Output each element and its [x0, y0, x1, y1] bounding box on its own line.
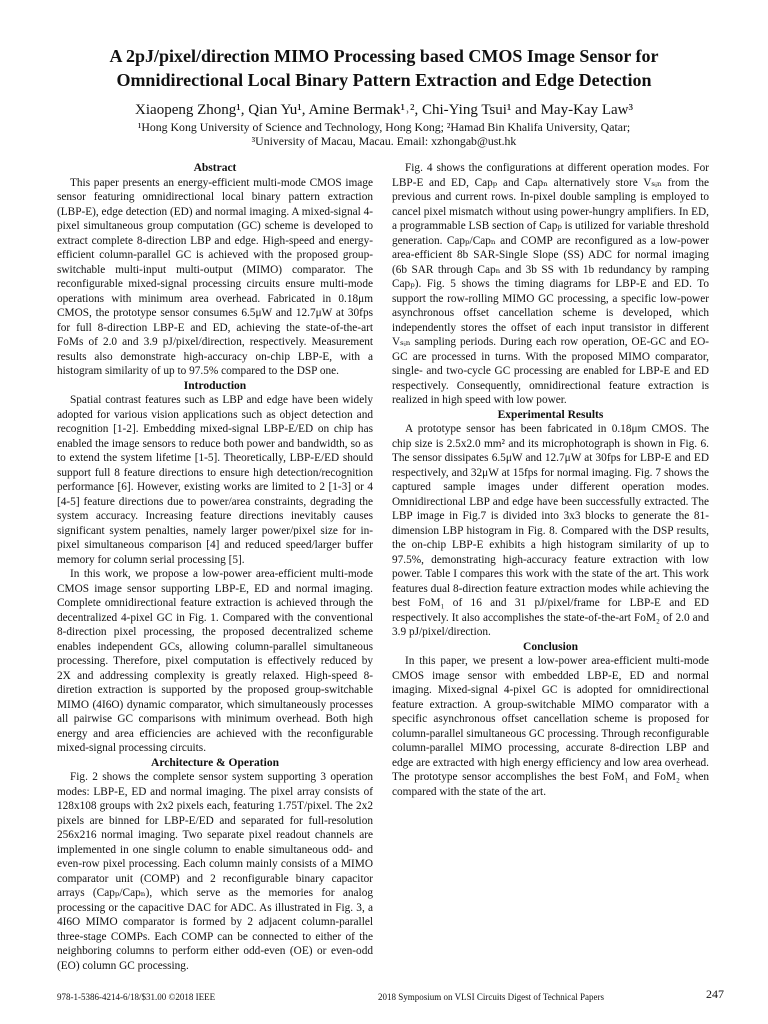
page-number: 247: [706, 987, 724, 1001]
footer-venue: 2018 Symposium on VLSI Circuits Digest of Technical Papers: [378, 992, 605, 1002]
conclusion-paragraph: In this paper, we present a low-power area-efficient multi-mode CMOS image sensor with embedded LBP-E, ED and normal imaging. Mixed-signal 4-pixel GC is adopted for omnidirectional feature extraction. A group-switchable MIMO comparator with a specific asynchronous offset cancellation scheme is proposed for column-parallel simultaneous GC processing. Through reconfigurable column-parallel MIMO processing, accurate 8-direction LBP and edge are extracted with high energy efficiency and low area overhead. The prototype sensor accomplishes the best FoM₁ and FoM₂ when compared with the state of the art.: [392, 655, 709, 798]
right-column: [392, 161, 709, 799]
paper-title-line-1: A 2pJ/pixel/direction MIMO Processing based CMOS Image Sensor for: [109, 46, 659, 66]
affiliation-line-2: ³University of Macau, Macau. Email: xzhongab@ust.hk: [251, 134, 517, 148]
architecture-paragraph-1: Fig. 2 shows the complete sensor system supporting 3 operation modes: LBP-E, ED and normal imaging. The pixel array consists of 128x108 groups with 2x2 pixels each, featuring 1.75T/pixel. The 2x2 pixels are binned for LBP-E/ED and separated for full-resolution 256x216 normal imaging. Two separate pixel readout channels are implemented in one single column to enable simultaneous odd- and even-row pixel processing. Each column mainly consists of a MIMO comparator unit (COMP) and 2 reconfigurable binary capacitor arrays (Capₚ/Capₙ), which serve as the memories for analog processing or the capacitive DAC for ADC. As illustrated in Fig. 3, a 4I6O MIMO comparator is formed by 2 adjacent column-parallel three-stage COMPs. Each COMP can be connected to either of the neighboring columns to perform either odd-even (OE) or even-odd (EO) column GC processing.: [57, 771, 373, 972]
affiliation-line-1: ¹Hong Kong University of Science and Technology, Hong Kong; ²Hamad Bin Khalifa University, Qatar;: [137, 120, 631, 134]
paper-title-line-2: Omnidirectional Local Binary Pattern Extraction and Edge Detection: [116, 70, 652, 90]
introduction-paragraph-2: In this work, we propose a low-power area-efficient multi-mode CMOS image sensor supporting LBP-E, ED and normal imaging. Complete omnidirectional feature extraction is achieved through the decentralized 4-pixel GC in Fig. 1. Compared with the conventional 8-direction pixel processing, the proposed decentralized scheme enables independent GCs, allowing column-parallel simultaneous processing. Therefore, pixel computation is effectively reduced by 2X and addressing complexity is greatly relaxed. High-speed 8-diretion extraction is supported by the proposed group-switchable MIMO (4I6O) dynamic comparator, which simultaneously processes all pairwise GC comparisons with minimum overhead. Both high energy and area efficiencies are achieved with the reconfigurable mixed-signal processing circuits.: [57, 568, 373, 754]
author-list: Xiaopeng Zhong¹, Qian Yu¹, Amine Bermak¹˒², Chi-Ying Tsui¹ and May-Kay Law³: [135, 102, 633, 118]
experimental-heading: Experimental Results: [497, 408, 604, 421]
introduction-heading: Introduction: [183, 379, 247, 392]
experimental-paragraph: A prototype sensor has been fabricated in 0.18μm CMOS. The chip size is 2.5x2.0 mm² and its microphotograph is shown in Fig. 6. The sensor dissipates 6.5μW and 12.7μW at 30fps for LBP-E and ED respectively, and 32μW at 15fps for normal imaging. Fig. 7 shows the captured sample images under different operation modes. Omnidirectional LBP and edge have been successfully extracted. The LBP image in Fig.7 is divided into 3x3 blocks to generate the 81-dimension LBP histogram in Fig. 8. Compared with the DSP results, the on-chip LBP-E exhibits a high histogram similarity of up to 97.5%, demonstrating high-accuracy feature extraction with low power. Table I compares this work with the state of the art. This work features dual 8-direction feature extraction modes while achieving the best FoM₁ of 16 and 31 pJ/pixel/frame for LBP-E and ED respectively. It also accomplishes the state-of-the-art FoM₂ of 2.0 and 3.9 pJ/pixel/direction.: [392, 423, 709, 638]
conclusion-heading: Conclusion: [523, 640, 578, 653]
introduction-paragraph-1: Spatial contrast features such as LBP and edge have been widely adopted for various vision applications such as object detection and recognition [1-2]. Embedding mixed-signal LBP-E/ED on chip has enabled the image sensors to reduce both power and bandwidth, so as to extend the system lifetime [1-5]. Theoretically, LBP-E/ED should support full 8 feature directions to ensure high detection/recognition performance [6]. However, existing works are limited to 2 [1-3] or 4 [4-5] feature directions due to power/area constraints, degrading the system accuracy. Increasing feature directions inevitably causes significant system penalties, namely larger power/pixel size for in-pixel simultaneous comparison [4] and reduced speed/larger buffer memory for column serial processing [5].: [57, 394, 373, 566]
architecture-heading: Architecture & Operation: [151, 756, 279, 769]
abstract-paragraph: This paper presents an energy-efficient multi-mode CMOS image sensor featuring omnidirectional local binary pattern extraction (LBP-E), edge detection (ED) and normal imaging. A mixed-signal 4-pixel simultaneous group computation (GC) scheme is developed to extract complete 8-direction LBP and edge. High-speed and energy-efficient column-parallel GC is achieved with the proposed group-switchable multi-input multi-output (MIMO) comparator. The reconfigurable mixed-signal processing circuits ensure multi-mode operations with minimum area overhead. Fabricated in 0.18μm CMOS, the prototype sensor consumes 6.5μW and 12.7μW at 30fps for full 8-direction LBP-E and ED, achieving the state-of-the-art FoMs of 2.0 and 3.9 pJ/pixel/direction, respectively. Measurement results also demonstrate high-accuracy on-chip LBP-E, with a histogram similarity of up to 97.5% compared to the DSP one.: [57, 176, 373, 377]
left-column: [57, 161, 373, 973]
abstract-heading: Abstract: [193, 162, 237, 174]
architecture-paragraph-2: Fig. 4 shows the configurations at different operation modes. For LBP-E and ED, Capₚ and Capₙ alternatively store Vₛᵢₙ from the previous and current rows. In-pixel double sampling is employed to cancel pixel mismatch without using power-hungry amplifiers. In ED, a programmable LSB section of Capₚ is utilized for variable threshold generation. Capₚ/Capₙ and COMP are reconfigured as a low-power area-efficient 8b SAR-Single Slope (SS) ADC for normal imaging (6b SAR through Capₙ and 3b SS with 1b redundancy by ramping Capₚ). Fig. 5 shows the timing diagrams for LBP-E and ED. To support the row-rolling MIMO GC processing, a specific low-power asynchronous offset cancellation scheme is developed, which independently stores the offset of each input transistor in different Vₛᵢₙ sampling periods. During each row operation, OE-GC and EO-GC are processed in turns. With the proposed MIMO comparator, single- and two-cycle GC processing are enabled for LBP-E and ED respectively. Consequently, omnidirectional feature extraction is realized in high speed with low power.: [392, 162, 709, 406]
footer-copyright: 978-1-5386-4214-6/18/$31.00 ©2018 IEEE: [57, 992, 216, 1002]
